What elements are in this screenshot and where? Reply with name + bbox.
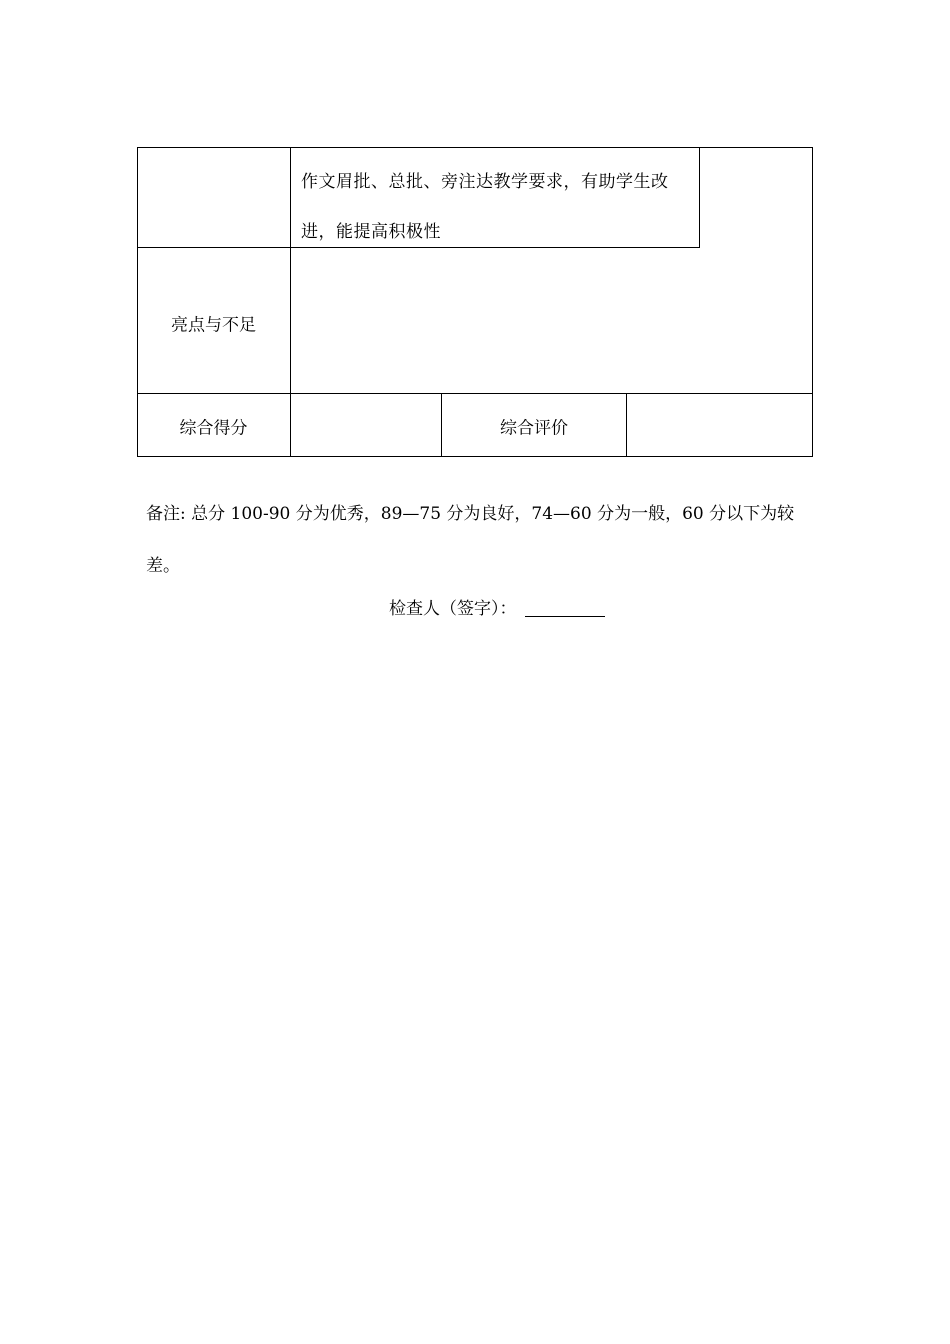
overall-eval-value-cell[interactable] — [627, 394, 812, 456]
table-border-right — [812, 147, 813, 457]
signature-label: 检查人（签字）： — [389, 599, 517, 619]
highlights-value-cell[interactable] — [291, 248, 812, 393]
total-score-label-cell — [137, 394, 290, 456]
overall-eval-label: 综合评价 — [500, 418, 568, 439]
grading-note: 备注: 总分 100-90 分为优秀，89—75 分为良好，74—60 分为一般，60 分以下为较差。 — [146, 504, 795, 576]
evaluation-table — [137, 147, 813, 457]
table-border-bottom — [137, 456, 813, 457]
highlights-label-cell — [137, 248, 290, 393]
total-score-label: 综合得分 — [179, 418, 248, 439]
highlights-label: 亮点与不足 — [171, 315, 256, 336]
signature-blank[interactable] — [525, 599, 605, 617]
table-border-top — [137, 147, 813, 148]
signature-line — [389, 594, 605, 619]
criterion-text: 作文眉批、总批、旁注达教学要求，有助学生改进，能提高积极性 — [301, 172, 669, 242]
overall-eval-label-cell — [442, 394, 626, 456]
total-score-value-cell[interactable] — [291, 394, 441, 456]
